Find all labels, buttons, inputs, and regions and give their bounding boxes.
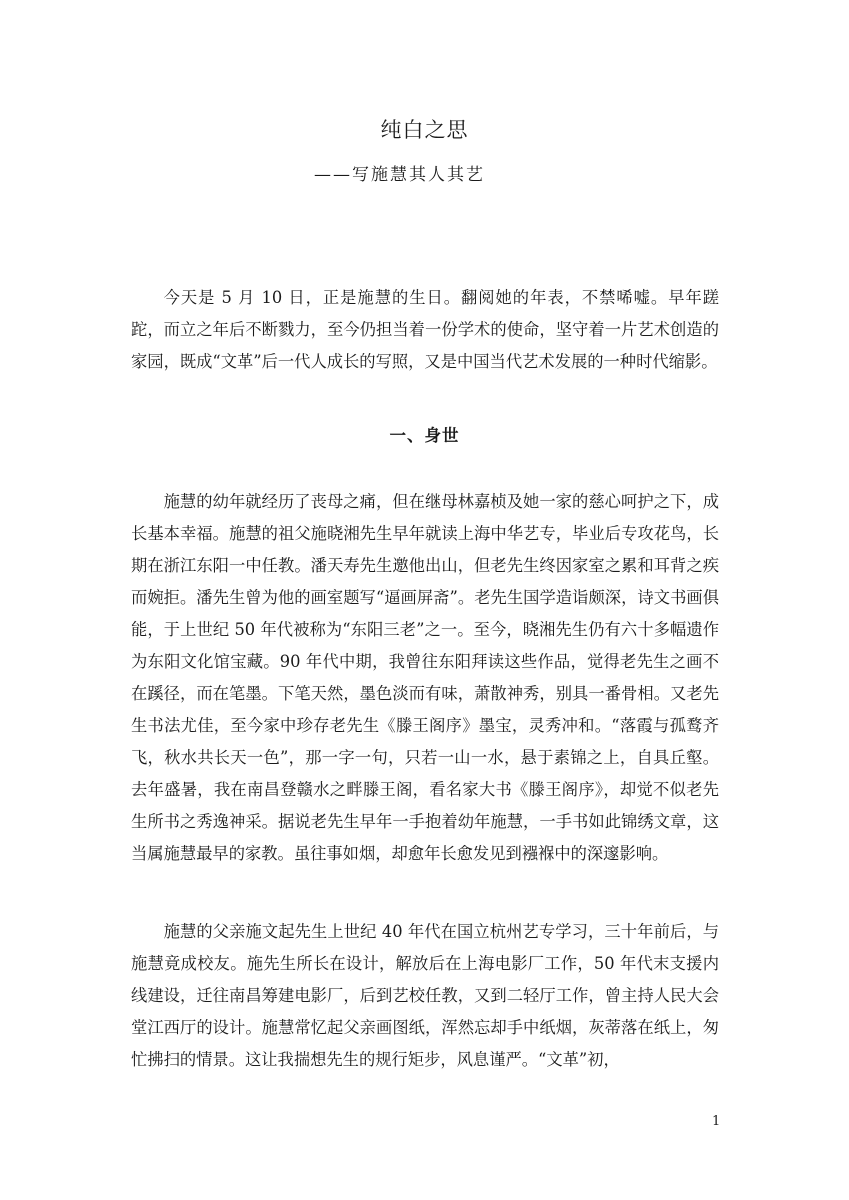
page-number: 1 [712,1114,721,1129]
intro-paragraph: 今天是 5 月 10 日，正是施慧的生日。翻阅她的年表，不禁唏嘘。早年蹉跎，而立之年后不断戮力，至今仍担当着一份学术的使命，坚守着一片艺术创造的家园，既成“文革”后一代人成长的写照，又是中国当代艺术发展的一种时代缩影。 [131,288,719,371]
body-paragraph: 施慧的幼年就经历了丧母之痛，但在继母林嘉桢及她一家的慈心呵护之下，成长基本幸福。施慧的祖父施晓湘先生早年就读上海中华艺专，毕业后专攻花鸟，长期在浙江东阳一中任教。潘天寿先生邀他出山，但老先生终因家室之累和耳背之疾而婉拒。潘先生曾为他的画室题写“逼画屏斋”。老先生国学造诣颇深，诗文书画俱能，于上世纪 50 年代被称为“东阳三老”之一。至今，晓湘先生仍有六十多幅遗作为东阳文化馆宝藏。90 年代中期，我曾往东阳拜读这些作品，觉得老先生之画不在蹊径，而在笔墨。下笔天然，墨色淡而有味，萧散神秀，别具一番骨相。又老先生书法尤佳，至今家中珍存老先生《滕王阁序》墨宝，灵秀冲和。“落霞与孤鹜齐飞，秋水共长天一色”，那一字一句，只若一山一水，悬于素锦之上，自具丘壑。去年盛暑，我在南昌登赣水之畔滕王阁，看名家大书《滕王阁序》，却觉不似老先生所书之秀逸神采。据说老先生早年一手抱着幼年施慧，一手书如此锦绣文章，这当属施慧最早的家教。虽往事如烟，却愈年长愈发见到襁褓中的深邃影响。 [131,492,719,863]
document-title: 纯白之思 [380,118,469,142]
body-paragraph: 施慧的父亲施文起先生上世纪 40 年代在国立杭州艺专学习，三十年前后，与施慧竟成校友。施先生所长在设计，解放后在上海电影厂工作，50 年代末支援内线建设，迁往南昌筹建电影厂，后到艺校任教，又到二轻厅工作，曾主持人民大会堂江西厅的设计。施慧常忆起父亲画图纸，浑然忘却手中纸烟，灰蒂落在纸上，匆忙拂扫的情景。这让我揣想先生的规行矩步，风息谨严。“文革”初， [131,922,719,1069]
section-heading: 一、身世 [389,426,460,445]
document-subtitle: ——写施慧其人其艺 [314,165,485,185]
